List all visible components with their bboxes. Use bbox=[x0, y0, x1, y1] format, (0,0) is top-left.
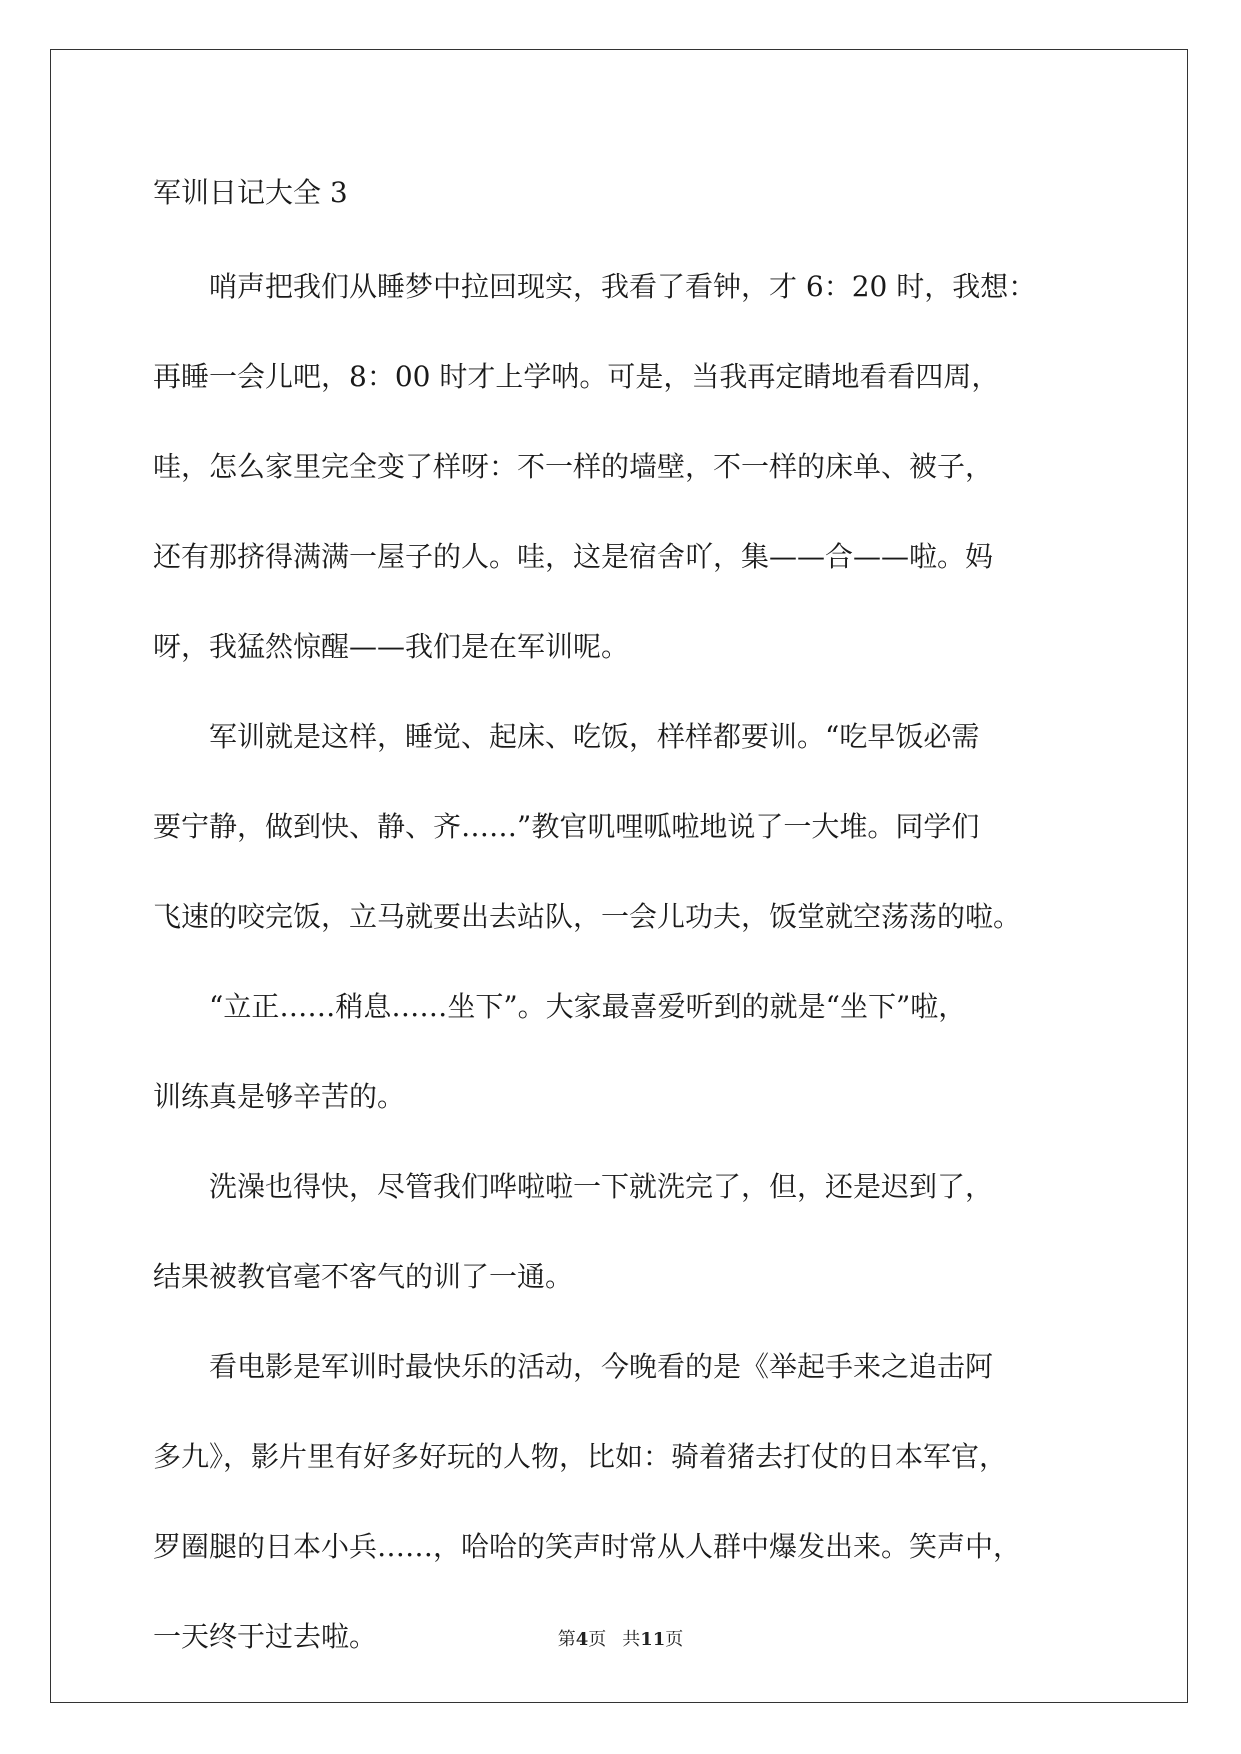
paragraph-line: 要宁静，做到快、静、齐……”教官叽哩呱啦地说了一大堆。同学们 bbox=[153, 810, 980, 843]
footer-total-pages: 11 bbox=[640, 1629, 666, 1650]
footer-page-prefix: 第 bbox=[557, 1629, 576, 1650]
paragraph-line: 再睡一会儿吧，8：00 时才上学呐。可是，当我再定睛地看看四周， bbox=[153, 360, 1000, 393]
paragraph bbox=[153, 974, 1093, 1154]
paragraph-line: “立正……稍息……坐下”。大家最喜爱听到的就是“坐下”啦， bbox=[153, 990, 967, 1023]
paragraph-line: 多九》，影片里有好多好玩的人物，比如：骑着猪去打仗的日本军官， bbox=[153, 1440, 1008, 1473]
paragraph bbox=[153, 254, 1093, 704]
paragraph-line: 一天终于过去啦。 bbox=[153, 1620, 378, 1653]
paragraph-line: 结果被教官毫不客气的训了一通。 bbox=[153, 1260, 574, 1293]
footer-total-prefix: 共 bbox=[622, 1629, 641, 1650]
paragraph-line: 训练真是够辛苦的。 bbox=[153, 1080, 406, 1113]
paragraph-line: 还有那挤得满满一屋子的人。哇，这是宿舍吖，集——合——啦。妈 bbox=[153, 540, 994, 573]
paragraph bbox=[153, 704, 1093, 974]
document-body bbox=[153, 160, 1093, 1694]
page-footer bbox=[0, 1625, 1241, 1651]
footer-page-number: 4 bbox=[575, 1629, 589, 1650]
paragraph-line: 军训就是这样，睡觉、起床、吃饭，样样都要训。“吃早饭必需 bbox=[153, 720, 980, 753]
footer-total-suffix: 页 bbox=[665, 1629, 684, 1650]
paragraph-line: 哇，怎么家里完全变了样呀：不一样的墙壁，不一样的床单、被子， bbox=[153, 450, 994, 483]
document-title: 军训日记大全 3 bbox=[153, 176, 348, 209]
footer-page-suffix: 页 bbox=[588, 1629, 607, 1650]
paragraph bbox=[153, 1154, 1093, 1334]
paragraph-line: 洗澡也得快，尽管我们哗啦啦一下就洗完了，但，还是迟到了， bbox=[153, 1170, 994, 1203]
paragraph-line: 哨声把我们从睡梦中拉回现实，我看了看钟，才 6：20 时，我想： bbox=[153, 270, 1037, 303]
paragraph-line: 看电影是军训时最快乐的活动，今晚看的是《举起手来之追击阿 bbox=[153, 1350, 994, 1383]
paragraph-line: 罗圈腿的日本小兵……，哈哈的笑声时常从人群中爆发出来。笑声中， bbox=[153, 1530, 1022, 1563]
paragraph-line: 飞速的咬完饭，立马就要出去站队，一会儿功夫，饭堂就空荡荡的啦。 bbox=[153, 900, 1022, 933]
paragraph-line: 呀，我猛然惊醒——我们是在军训呢。 bbox=[153, 630, 630, 663]
